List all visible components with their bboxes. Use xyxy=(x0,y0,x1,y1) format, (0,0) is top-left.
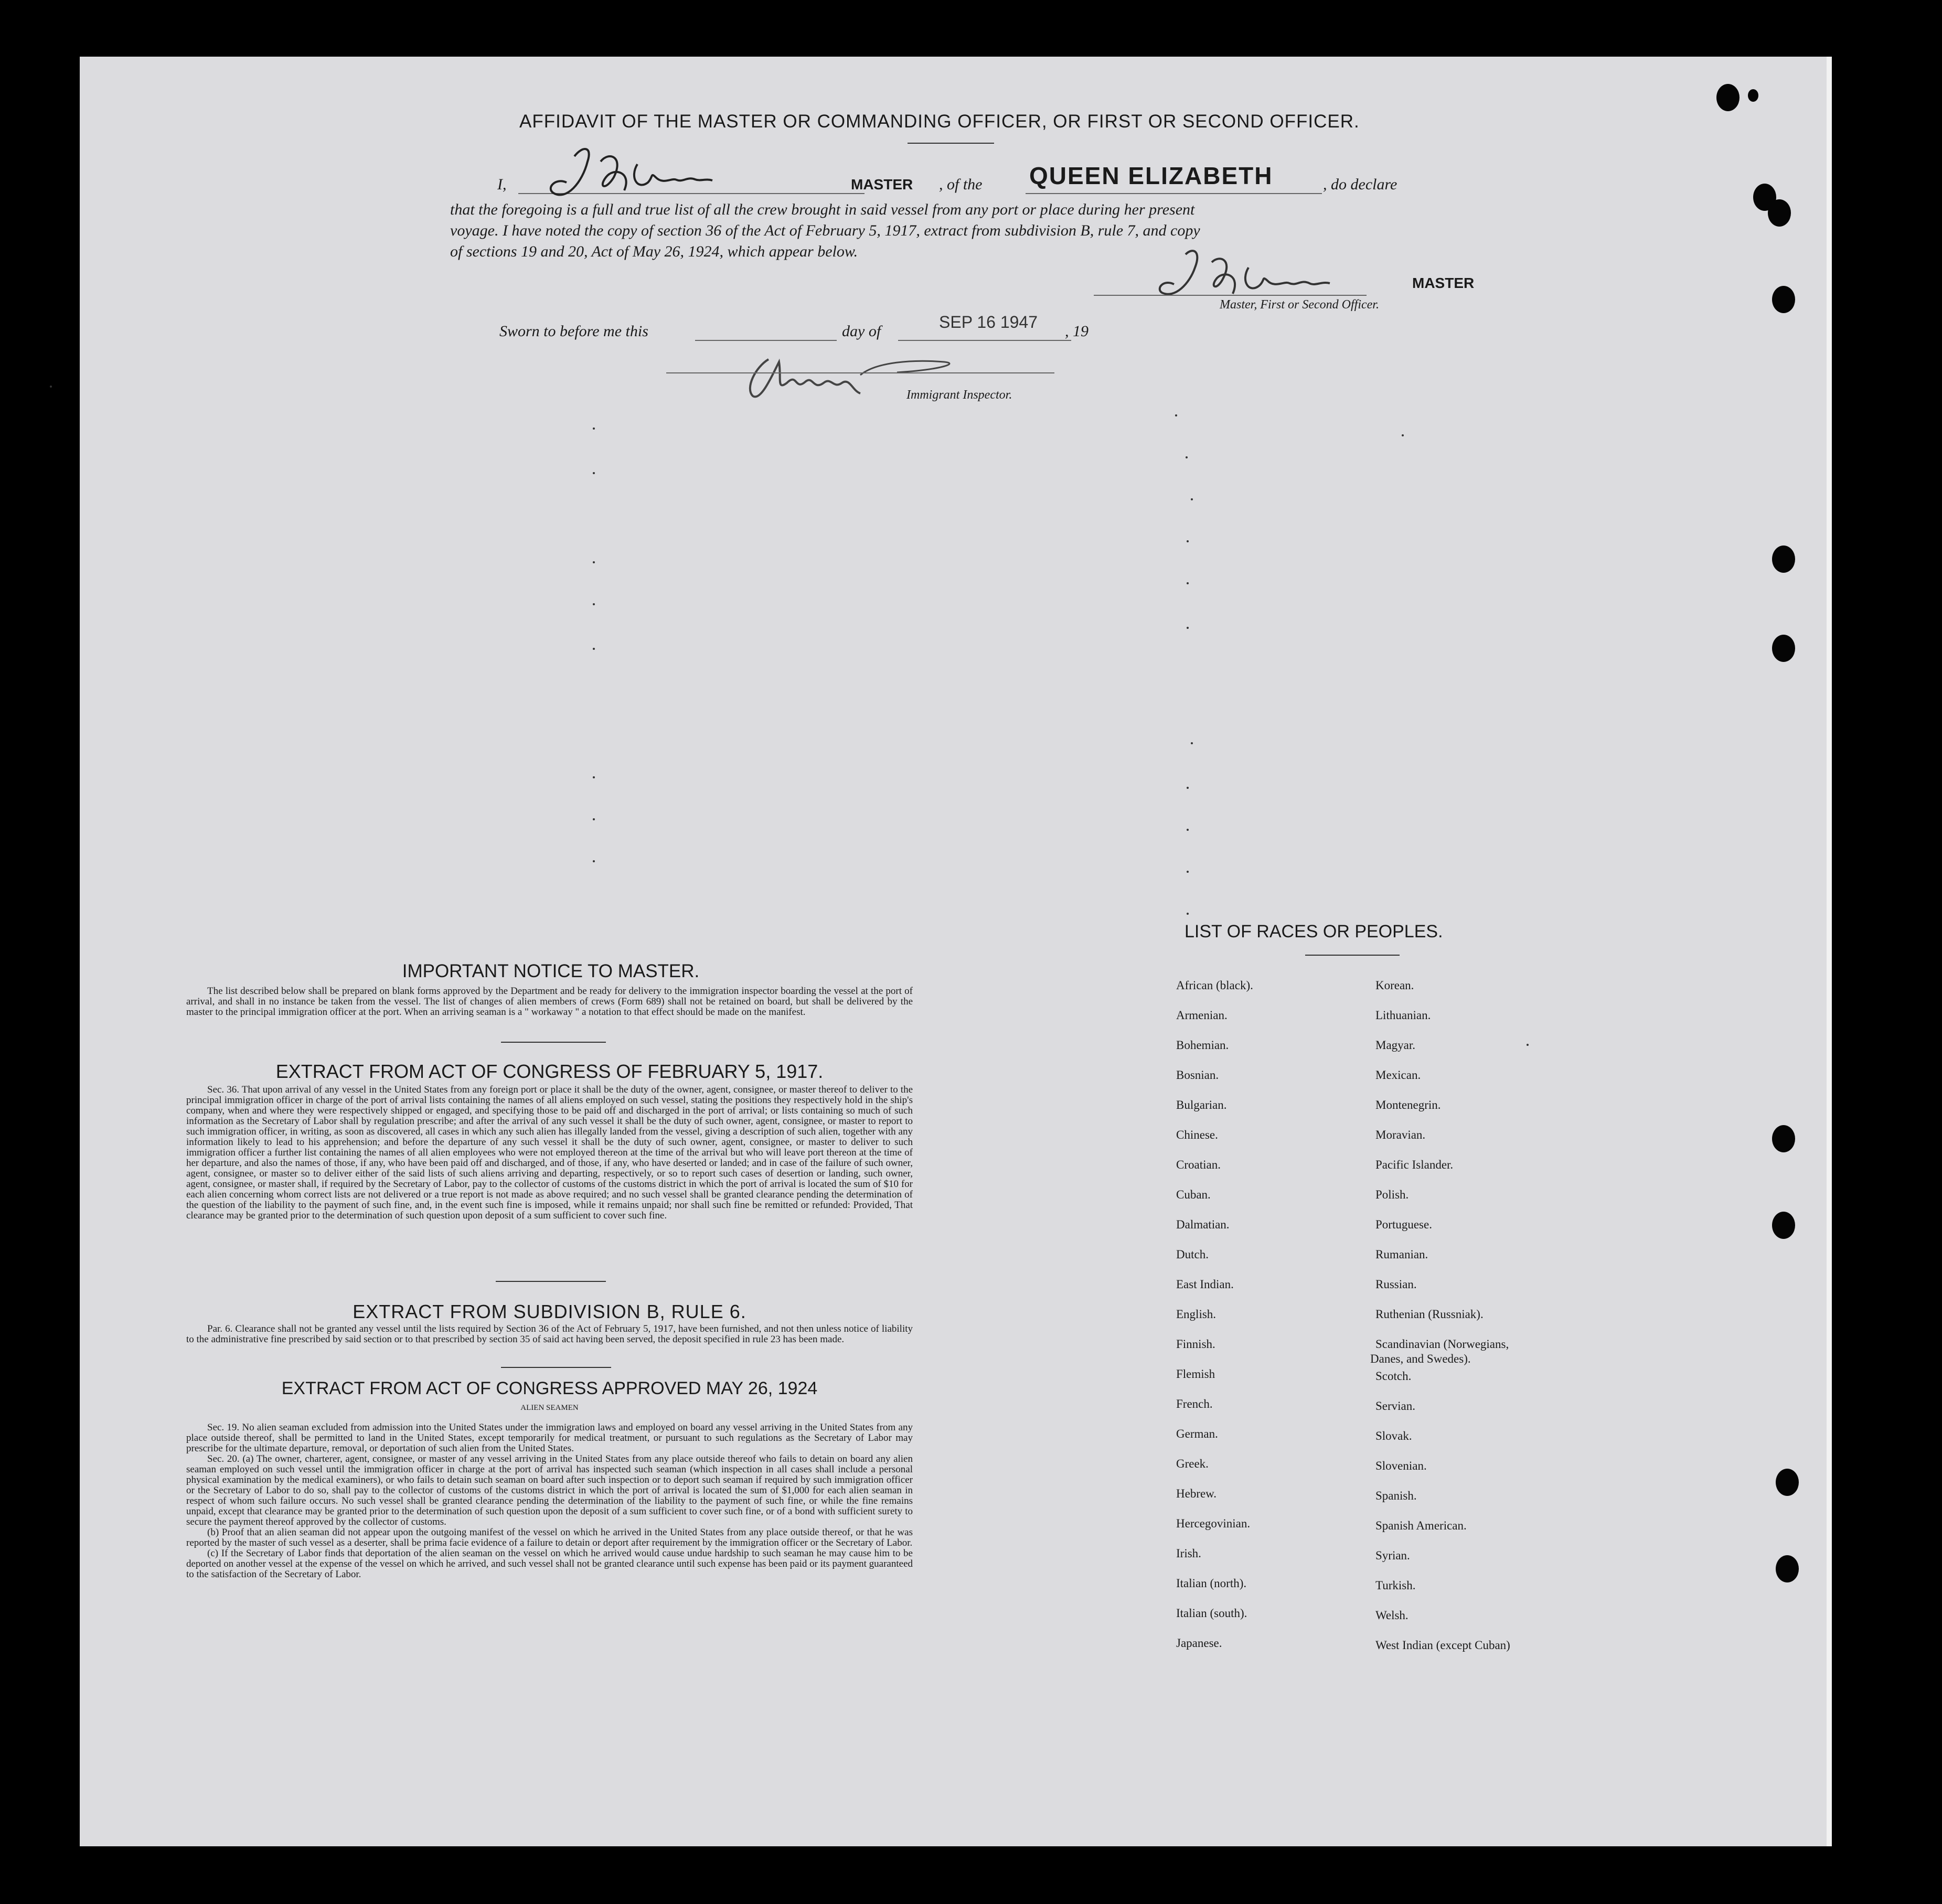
sec20a-text: Sec. 20. (a) The owner, charterer, agent, consignee, or master of any vessel arriving in the United States from any place outside thereof who fails to detain on board any alien seaman employed on such vessel until the immigration officer in charge at the port of arrival has inspected such seaman (which inspection in all cases shall include a personal physical examination by the medical examiners), or who fails to detain such seaman on board after such inspection or to deport such seaman if required by such immigration officer or the Secretary of Labor to do so, shall pay to the collector of customs of the customs district in which the port of arrival is located the sum of $1,000 for each alien seaman in respect of whom such failure occurs. No such vessel shall be granted clearance pending the determination of the liability to the payment of such fine, or while the fine remains unpaid, except that clearance may be granted prior to the determination of such question upon the deposit of a sum sufficient to cover such fine, or of a bond with sufficient surety to secure the payment thereof approved by the collector of customs. xyxy=(186,1453,913,1527)
race-item: Portuguese. xyxy=(1375,1218,1432,1231)
race-item: Spanish. xyxy=(1375,1489,1417,1502)
binder-hole xyxy=(1776,1555,1799,1582)
speck xyxy=(1527,1044,1529,1046)
race-item: Welsh. xyxy=(1375,1609,1409,1622)
binder-hole xyxy=(1768,199,1791,227)
race-item: Slovenian. xyxy=(1375,1459,1427,1472)
speck xyxy=(593,860,595,862)
speck xyxy=(1187,540,1189,542)
race-item: Slovak. xyxy=(1375,1429,1412,1442)
notice-body: The list described below shall be prepared on blank forms approved by the Department and be ready for delivery to the immigration inspector boarding the vessel at the port of arrival, and shall in no instance be taken from the vessel. The list of changes of alien members of crews (Form 689) shall not be retained on board, but shall be delivered by the master to the principal immigration officer at the port. When an arriving seaman is a " workaway " a notation to that effect should be made on the manifest. xyxy=(186,986,913,1018)
speck xyxy=(1402,434,1404,436)
inspector-signature-field xyxy=(666,372,1054,373)
of-the-text: , of the xyxy=(939,176,983,193)
sec19-text: Sec. 19. No alien seaman excluded from admission into the United States under the immigration laws and employed on board any vessel arriving in the United States from any place outside thereof, shall be permitted to land in the United States, except temporarily for medical treatment, or pursuant to such regulations as the Secretary of Labor may prescribe for the ultimate departure, removal, or deportation of such alien from the United States. xyxy=(186,1422,913,1454)
speck xyxy=(1175,414,1177,416)
sec20c-text: (c) If the Secretary of Labor finds that deportation of the alien seaman on the vessel on which he arrived would cause undue hardship to such seaman he may cause him to be deported on another vessel at the expense of the vessel on which he arrived, and such vessel shall not be granted clearance until such expense has been paid or its payment guaranteed to the satisfaction of the Secretary of Labor. xyxy=(186,1548,913,1580)
race-item: Magyar. xyxy=(1375,1039,1416,1052)
master-stamp: MASTER xyxy=(851,176,913,192)
speck xyxy=(1191,742,1193,744)
race-item: Spanish American. xyxy=(1375,1519,1467,1532)
sec20b-text: (b) Proof that an alien seaman did not appear upon the outgoing manifest of the vessel on which he arrived in the United States from any place outside thereof, or that he was reported by the master of such vessel as a deserter, shall be prima facie evidence of a failure to detain or deport after requirement by the immigration officer or the Secretary of Labor. xyxy=(186,1527,913,1548)
race-item: Mexican. xyxy=(1375,1068,1421,1082)
race-item: German. xyxy=(1176,1427,1218,1440)
speck xyxy=(593,472,595,474)
vessel-name-field xyxy=(1026,193,1322,194)
extract-1917-title: EXTRACT FROM ACT OF CONGRESS OF FEBRUARY 5, 1917. xyxy=(275,1061,824,1082)
race-item: Hercegovinian. xyxy=(1176,1517,1251,1530)
speck xyxy=(50,386,52,388)
race-item: Montenegrin. xyxy=(1375,1098,1441,1111)
speck xyxy=(1186,456,1188,458)
do-declare-text: , do declare xyxy=(1323,176,1397,193)
speck xyxy=(593,776,595,778)
race-item: Danes, and Swedes). xyxy=(1370,1352,1471,1365)
race-item: Lithuanian. xyxy=(1375,1009,1431,1022)
race-item: Scotch. xyxy=(1375,1370,1412,1383)
speck xyxy=(1187,627,1189,629)
binder-hole xyxy=(1716,84,1740,111)
divider xyxy=(501,1367,611,1368)
races-title: LIST OF RACES OR PEOPLES. xyxy=(1185,922,1443,942)
race-item: Armenian. xyxy=(1176,1009,1228,1022)
notice-title: IMPORTANT NOTICE TO MASTER. xyxy=(402,961,700,981)
divider xyxy=(908,143,994,144)
speck xyxy=(1187,582,1189,584)
race-item: Bulgarian. xyxy=(1176,1098,1227,1111)
binder-hole xyxy=(1772,1125,1795,1152)
race-item: Bohemian. xyxy=(1176,1039,1229,1052)
inspector-caption: Immigrant Inspector. xyxy=(906,388,1012,402)
day-of-text: day of xyxy=(842,323,881,340)
race-item: Dutch. xyxy=(1176,1248,1209,1261)
race-item: Italian (south). xyxy=(1176,1607,1247,1620)
speck xyxy=(1191,498,1193,500)
race-item: West Indian (except Cuban) xyxy=(1375,1639,1510,1652)
race-item: African (black). xyxy=(1176,979,1253,992)
speck xyxy=(1187,871,1189,873)
sworn-month-field xyxy=(898,340,1071,341)
race-item: Ruthenian (Russniak). xyxy=(1375,1308,1484,1321)
speck xyxy=(593,427,595,430)
race-item: Syrian. xyxy=(1375,1549,1410,1562)
race-item: Hebrew. xyxy=(1176,1487,1217,1500)
extract-1924-title: EXTRACT FROM ACT OF CONGRESS APPROVED MAY 26, 1924 xyxy=(281,1378,818,1398)
race-item: Finnish. xyxy=(1176,1338,1215,1351)
race-item: Scandinavian (Norwegians, xyxy=(1375,1338,1509,1351)
divider xyxy=(501,1042,606,1043)
race-item: Polish. xyxy=(1375,1188,1409,1201)
race-item: Russian. xyxy=(1375,1278,1417,1291)
divider xyxy=(1305,955,1400,956)
race-item: Japanese. xyxy=(1176,1636,1222,1650)
race-item: Korean. xyxy=(1375,979,1414,992)
race-item: English. xyxy=(1176,1308,1217,1321)
sworn-day-field xyxy=(695,340,837,341)
declaration-line-4: of sections 19 and 20, Act of May 26, 1924, which appear below. xyxy=(450,243,858,260)
speck xyxy=(1187,787,1189,789)
race-item: Dalmatian. xyxy=(1176,1218,1230,1231)
binder-hole xyxy=(1772,545,1795,573)
master-stamp-2: MASTER xyxy=(1412,275,1475,291)
extract-1917-body: Sec. 36. That upon arrival of any vessel in the United States from any foreign port or place it shall be the duty of the owner, agent, consignee, or master thereof to deliver to the principal immigration officer in charge of the port of arrival lists containing the names of all aliens employed on such vessel, stating the positions they respectively hold in the ship's company, when and where they were respectively shipped or engaged, and specifying those to be paid off and discharged in the port of arrival; or lists containing so much of such information as the Secretary of Labor shall by regulation prescribe; and after the arrival of any such vessel it shall be the duty of such owner, agent, consignee, or master to report to such immigration officer, in writing, as soon as discovered, all cases in which any such alien has illegally landed from the vessel, giving a description of such alien, together with any information likely to lead to his apprehension; and before the departure of any such vessel it shall be the duty of such owner, agent, consignee, or master to deliver to such immigration officer a further list containing the names of all alien employees who were not employed thereon at the time of the arrival but who will leave port thereon at the time of her departure, and also the names of those, if any, who have been paid off and discharged, and of those, if any, who have deserted or landed; and in case of the failure of such owner, agent, consignee, or master so to deliver either of the said lists of such aliens arriving and departing, respectively, or so to report such cases of desertion or landing, such owner, agent, consignee, or master shall, if required by the Secretary of Labor, pay to the collector of customs of the customs district in which the port of arrival is located the sum of $10 for each alien concerning whom correct lists are not delivered or a true report is not made as above required; and no such vessel shall be granted clearance pending the determination of the question of the liability to the payment of such fine, and, in the event such fine is imposed, while it remains unpaid; nor shall such fine be remitted or refunded: Provided, That clearance may be granted prior to the determination of such question upon deposit of a sum sufficient to cover such fine. xyxy=(186,1084,913,1221)
race-item: Chinese. xyxy=(1176,1128,1218,1141)
race-item: Turkish. xyxy=(1375,1579,1416,1592)
binder-hole xyxy=(1776,1469,1799,1496)
master-signature xyxy=(546,141,719,209)
race-item: Servian. xyxy=(1375,1399,1416,1413)
sworn-text: Sworn to before me this xyxy=(499,323,648,340)
binder-hole xyxy=(1772,1212,1795,1239)
race-item: Italian (north). xyxy=(1176,1577,1247,1590)
binder-hole xyxy=(1772,286,1795,313)
year-prefix: , 19 xyxy=(1065,323,1089,340)
speck xyxy=(1187,829,1189,831)
race-item: Cuban. xyxy=(1176,1188,1211,1201)
declaration-i: I, xyxy=(497,176,507,193)
race-item: Moravian. xyxy=(1375,1128,1426,1141)
rule6-body: Par. 6. Clearance shall not be granted any vessel until the lists required by Section 36 of the Act of February 5, 1917, have been furnished, and not then unless notice of liability to the administrative fine prescribed by said section or to that prescribed by section 35 of said act having been served, the deposit specified in rule 23 has been made. xyxy=(186,1323,913,1345)
race-item: Bosnian. xyxy=(1176,1068,1219,1082)
extract-1924-subtitle: ALIEN SEAMEN xyxy=(520,1404,579,1412)
race-item: Rumanian. xyxy=(1375,1248,1428,1261)
speck xyxy=(593,648,595,650)
speck xyxy=(1187,913,1189,915)
vessel-name: QUEEN ELIZABETH xyxy=(1029,162,1273,189)
race-item: East Indian. xyxy=(1176,1278,1234,1291)
binder-hole xyxy=(1772,635,1795,662)
race-item: Greek. xyxy=(1176,1457,1209,1470)
officer-caption: Master, First or Second Officer. xyxy=(1220,298,1379,312)
rule6-title: EXTRACT FROM SUBDIVISION B, RULE 6. xyxy=(353,1301,746,1322)
declaration-line-3: voyage. I have noted the copy of section 36 of the Act of February 5, 1917, extract from subdivision B, rule 7, and copy xyxy=(450,222,1200,239)
divider xyxy=(496,1281,606,1282)
officer-signature-field xyxy=(1094,295,1367,296)
race-item: Irish. xyxy=(1176,1547,1201,1560)
page-edge xyxy=(1827,57,1832,1846)
date-stamp: SEP 16 1947 xyxy=(939,313,1038,331)
race-item: Croatian. xyxy=(1176,1158,1221,1171)
speck xyxy=(593,603,595,605)
speck xyxy=(593,818,595,820)
binder-hole xyxy=(1748,89,1758,102)
declaration-line-2: that the foregoing is a full and true list of all the crew brought in said vessel from any port or place during her present xyxy=(450,201,1195,218)
race-item: Pacific Islander. xyxy=(1375,1158,1454,1171)
affidavit-title: AFFIDAVIT OF THE MASTER OR COMMANDING OFFICER, OR FIRST OR SECOND OFFICER. xyxy=(519,111,1360,132)
extract-1924-body xyxy=(186,1422,913,1580)
speck xyxy=(593,561,595,563)
race-item: French. xyxy=(1176,1397,1213,1410)
race-item: Flemish xyxy=(1176,1367,1215,1381)
